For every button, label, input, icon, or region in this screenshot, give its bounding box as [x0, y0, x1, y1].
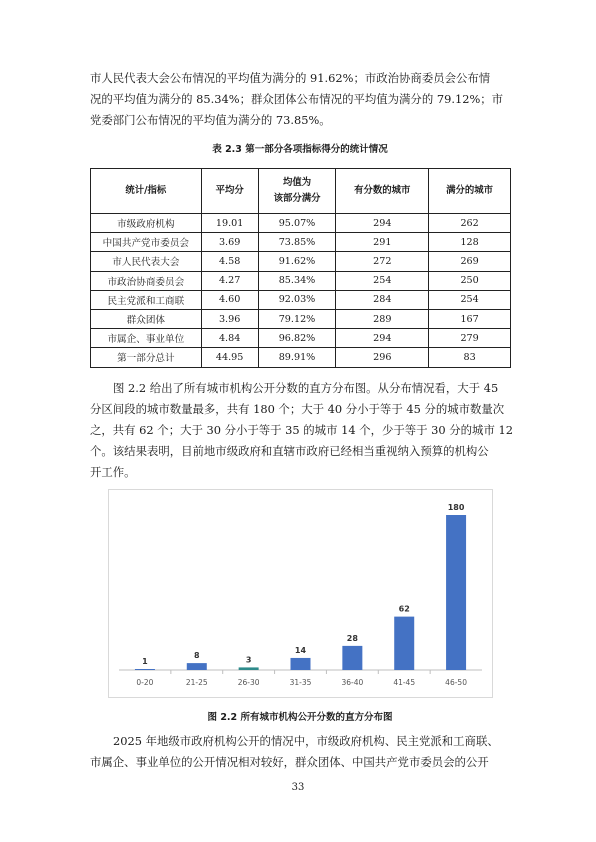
text-line: 况的平均值为满分的 85.34%；群众团体公布情况的平均值为满分的 79.12%；市 [90, 92, 504, 106]
tick-label: 0-20 [136, 678, 154, 687]
table-cell: 中国共产党市委员会 [91, 233, 202, 252]
data-label: 180 [447, 503, 465, 512]
table-cell: 96.82% [258, 329, 336, 348]
table-cell: 市政治协商委员会 [91, 271, 202, 290]
text-line: 2025 年地级市政府机构公开的情况中，市级政府机构、民主党派和工商联、 [113, 734, 499, 748]
intro-paragraph [90, 68, 510, 131]
data-label: 28 [346, 633, 358, 643]
closing-paragraph [90, 731, 510, 773]
tick-label: 46-50 [445, 678, 467, 687]
bar [342, 646, 362, 670]
table-header-cell: 平均分 [201, 169, 258, 214]
table-cell: 4.60 [201, 290, 258, 309]
bar [291, 658, 311, 670]
table-cell: 民主党派和工商联 [91, 290, 202, 309]
table-cell: 294 [336, 329, 429, 348]
text-line: 之，共有 62 个；大于 30 分小于等于 35 的城市 14 个，少于等于 30 分的城市 12 [90, 423, 513, 437]
table-header-cell: 满分的城市 [429, 169, 511, 214]
table-cell: 群众团体 [91, 309, 202, 328]
table-row [91, 290, 511, 309]
table-cell: 4.58 [201, 252, 258, 271]
table-cell: 262 [429, 214, 511, 233]
table-row [91, 309, 511, 328]
bar [135, 669, 155, 670]
tick-label: 31-35 [289, 678, 312, 687]
table-cell: 83 [429, 348, 511, 367]
text-line: 个。该结果表明，目前地市级政府和直辖市政府已经相当重视纳入预算的机构公 [90, 444, 489, 458]
table-row [91, 252, 511, 271]
statistics-table [90, 168, 511, 368]
table-cell: 市属企、事业单位 [91, 329, 202, 348]
table-cell: 44.95 [201, 348, 258, 367]
table-cell: 19.01 [201, 214, 258, 233]
data-label: 8 [193, 651, 200, 661]
data-label: 1 [142, 657, 148, 666]
table-cell: 91.62% [258, 252, 336, 271]
tick-label: 21-25 [185, 678, 208, 687]
bar [446, 515, 466, 670]
table-header-cell: 有分数的城市 [336, 169, 429, 214]
text-line: 图 2.2 给出了所有城市机构公开分数的直方分布图。从分布情况看，大于 45 [113, 381, 499, 395]
table-cell: 291 [336, 233, 429, 252]
table-cell: 3.96 [201, 309, 258, 328]
table-cell: 3.69 [201, 233, 258, 252]
table-cell: 市人民代表大会 [91, 252, 202, 271]
table-cell: 269 [429, 252, 511, 271]
table-row [91, 214, 511, 233]
text-line: 市属企、事业单位的公开情况相对较好，群众团体、中国共产党市委员会的公开 [90, 755, 489, 769]
bar [239, 667, 259, 670]
table-cell: 128 [429, 233, 511, 252]
text-line: 党委部门公布情况的平均值为满分的 73.85%。 [90, 113, 331, 127]
table-cell: 289 [336, 309, 429, 328]
table-row [91, 271, 511, 290]
table-cell: 254 [336, 271, 429, 290]
tick-label: 36-40 [341, 678, 364, 687]
data-label: 62 [398, 604, 410, 614]
text-line: 分区间段的城市数量最多，共有 180 个；大于 40 分小于等于 45 分的城市数量次 [90, 402, 505, 416]
tick-label: 26-30 [237, 678, 260, 687]
table-caption: 表 2.3 第一部分各项指标得分的统计情况 [212, 144, 388, 155]
data-label: 3 [245, 655, 252, 665]
table-cell: 4.27 [201, 271, 258, 290]
text-line: 开工作。 [90, 465, 136, 479]
table-cell: 254 [429, 290, 511, 309]
table-cell: 79.12% [258, 309, 336, 328]
table-header-cell: 均值为 该部分满分 [258, 169, 336, 214]
table-cell: 市级政府机构 [91, 214, 202, 233]
histogram-chart [108, 489, 493, 698]
table-cell: 85.34% [258, 271, 336, 290]
chart-svg [109, 490, 492, 697]
tick-label: 41-45 [393, 678, 416, 687]
bar [394, 617, 414, 670]
table-row [91, 233, 511, 252]
table-row [91, 329, 511, 348]
page-number: 33 [291, 782, 305, 793]
body-paragraph [90, 378, 513, 483]
table-cell: 284 [336, 290, 429, 309]
table-cell: 250 [429, 271, 511, 290]
table-row [91, 348, 511, 367]
table-cell: 167 [429, 309, 511, 328]
data-label: 14 [294, 645, 307, 655]
table-cell: 95.07% [258, 214, 336, 233]
table-cell: 89.91% [258, 348, 336, 367]
table-cell: 92.03% [258, 290, 336, 309]
table-cell: 296 [336, 348, 429, 367]
bar [187, 663, 207, 670]
table-cell: 73.85% [258, 233, 336, 252]
table-cell: 第一部分总计 [91, 348, 202, 367]
table-header-cell: 统计/指标 [91, 169, 202, 214]
text-line: 市人民代表大会公布情况的平均值为满分的 91.62%；市政治协商委员会公布情 [90, 71, 491, 85]
table-cell: 4.84 [201, 329, 258, 348]
figure-caption: 图 2.2 所有城市机构公开分数的直方分布图 [207, 712, 393, 723]
table-cell: 279 [429, 329, 511, 348]
table-cell: 272 [336, 252, 429, 271]
table-cell: 294 [336, 214, 429, 233]
table-header-row [91, 169, 511, 214]
